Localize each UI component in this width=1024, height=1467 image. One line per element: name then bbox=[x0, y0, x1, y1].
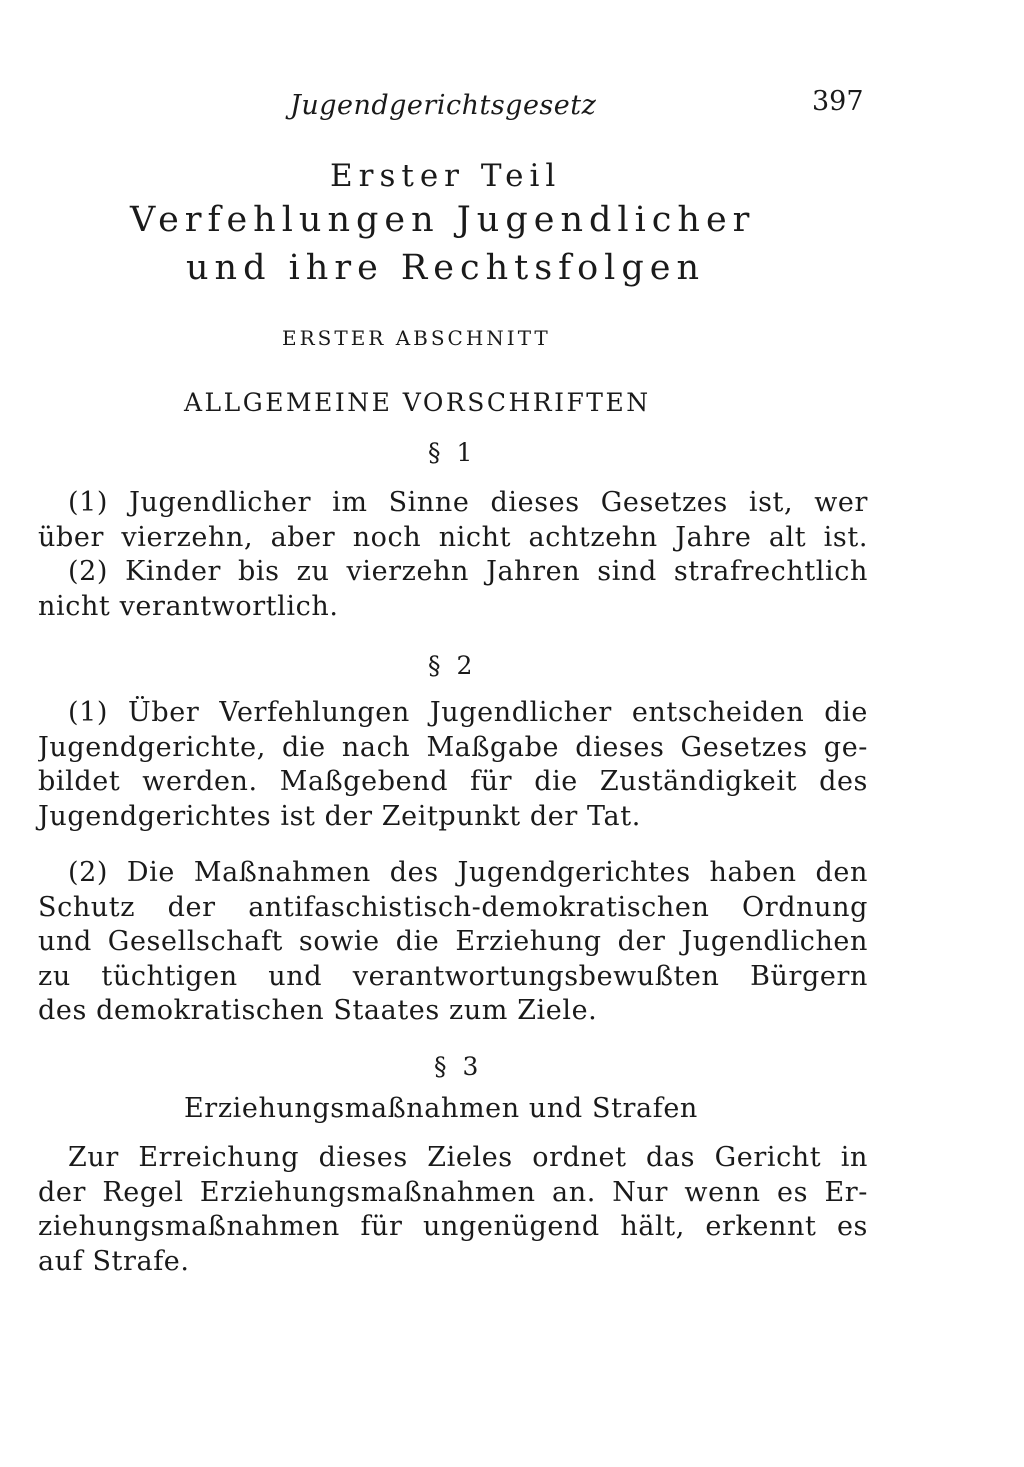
running-title: Jugendgerichtsgesetz bbox=[290, 90, 597, 121]
text-line: Zur Erreichung dieses Zieles ordnet das Gericht in bbox=[68, 1142, 868, 1173]
text-line: (1) Jugendlicher im Sinne dieses Gesetzes ist, wer bbox=[68, 487, 868, 518]
section-title: ALLGEMEINE VORSCHRIFTEN bbox=[184, 388, 651, 417]
text-line: nicht verantwortlich. bbox=[38, 590, 339, 622]
text-line: der Regel Erziehungsmaßnahmen an. Nur wenn es Er- bbox=[38, 1176, 868, 1208]
text-line: (2) Kinder bis zu vierzehn Jahren sind strafrechtlich bbox=[68, 556, 868, 587]
page-number: 397 bbox=[812, 86, 864, 117]
paragraph-3-heading: Erziehungsmaßnahmen und Strafen bbox=[184, 1093, 698, 1124]
paragraph-1-body bbox=[38, 486, 868, 624]
text-line: Jugendgerichte, die nach Maßgabe dieses Gesetzes ge- bbox=[38, 731, 868, 763]
paragraph-2-body-a bbox=[38, 696, 868, 834]
part-subtitle-line-1: Verfehlungen Jugendlicher bbox=[130, 200, 756, 240]
text-line: über vierzehn, aber noch nicht achtzehn Jahre alt ist. bbox=[38, 521, 868, 553]
part-subtitle-line-2: und ihre Rechtsfolgen bbox=[186, 248, 706, 288]
text-line: auf Strafe. bbox=[38, 1245, 190, 1277]
part-title: Erster Teil bbox=[330, 158, 562, 194]
paragraph-2-body-b bbox=[38, 856, 868, 1029]
paragraph-mark-2: § 2 bbox=[428, 651, 477, 680]
text-line: (1) Über Verfehlungen Jugendlicher entscheiden die bbox=[68, 697, 868, 728]
paragraph-3-body bbox=[38, 1141, 868, 1279]
text-line: Jugendgerichtes ist der Zeitpunkt der Tat. bbox=[38, 800, 641, 832]
paragraph-mark-1: § 1 bbox=[428, 438, 477, 467]
text-line: (2) Die Maßnahmen des Jugendgerichtes haben den bbox=[68, 857, 868, 888]
text-line: und Gesellschaft sowie die Erziehung der Jugendlichen bbox=[38, 926, 868, 957]
text-line: zu tüchtigen und verantwortungsbewußten Bürgern bbox=[38, 960, 868, 992]
section-label: ERSTER ABSCHNITT bbox=[282, 326, 551, 350]
text-line: ziehungsmaßnahmen für ungenügend hält, erkennt es bbox=[38, 1211, 868, 1242]
text-line: bildet werden. Maßgebend für die Zuständigkeit des bbox=[38, 766, 868, 797]
text-line: des demokratischen Staates zum Ziele. bbox=[38, 995, 598, 1026]
paragraph-mark-3: § 3 bbox=[434, 1052, 483, 1081]
text-line: Schutz der antifaschistisch-demokratischen Ordnung bbox=[38, 891, 868, 923]
